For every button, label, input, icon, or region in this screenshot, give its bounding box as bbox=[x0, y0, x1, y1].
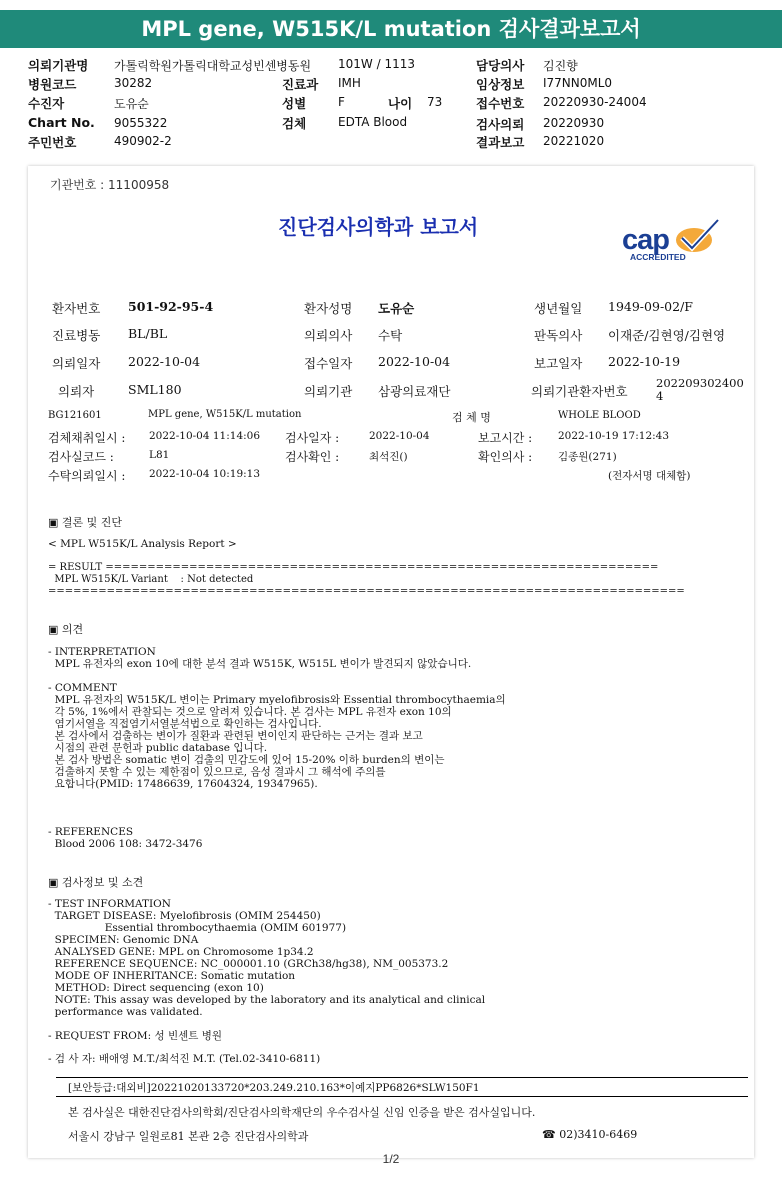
footer-divider bbox=[56, 1077, 748, 1078]
cap-accredited-logo bbox=[622, 218, 722, 266]
text-line: - COMMENT bbox=[48, 682, 117, 694]
text-line: - REFERENCES bbox=[48, 826, 134, 838]
report-time: 2022-10-19 17:12:43 bbox=[558, 430, 670, 442]
interpretation-block bbox=[48, 646, 471, 670]
section-info-heading: ▣ 검사정보 및 소견 bbox=[48, 876, 144, 889]
patient-label: 판독의사 bbox=[534, 328, 583, 343]
requesting-doctor: 수탁 bbox=[378, 328, 403, 343]
reading-doctors: 이재준/김현영/김현영 bbox=[608, 328, 726, 343]
lab-phone: ☎ 02)3410-6469 bbox=[542, 1128, 638, 1141]
test-name: MPL gene, W515K/L mutation bbox=[148, 409, 302, 420]
analysis-report-title: < MPL W515K/L Analysis Report > bbox=[48, 538, 237, 550]
text-line: Blood 2006 108: 3472-3476 bbox=[48, 838, 203, 850]
text-line: TARGET DISEASE: Myelofibrosis (OMIM 254450) bbox=[48, 910, 321, 922]
text-line: MPL 유전자의 W515K/L 변이는 Primary myelofibrosis와 Essential thrombocythaemia의 bbox=[48, 694, 506, 706]
header-value: 9055322 bbox=[114, 116, 168, 130]
text-line: 요합니다(PMID: 17486639, 17604324, 19347965). bbox=[48, 778, 318, 790]
patient-name: 도유순 bbox=[378, 301, 415, 316]
report-main-title: 진단검사의학과 보고서 bbox=[278, 215, 479, 239]
header-value: 101W / 1113 bbox=[338, 57, 415, 71]
certification-note: 본 검사실은 대한진단검사의학회/진단검사의학재단의 우수검사실 신임 인증을 받은 검사실입니다. bbox=[68, 1106, 536, 1119]
test-date-label: 검사일자 : bbox=[285, 431, 340, 445]
patient-label: 의뢰의사 bbox=[304, 328, 353, 343]
institution-patient-number: 202209302400 bbox=[656, 376, 744, 390]
header-label: 담당의사 bbox=[476, 58, 525, 73]
security-line: [보안등급:대외비]20221020133720*203.249.210.163*이예지PP6826*SLW150F1 bbox=[68, 1082, 480, 1094]
patient-label: 진료병동 bbox=[52, 328, 101, 343]
header-label: 진료과 bbox=[282, 77, 319, 92]
cap-check-icon bbox=[674, 218, 720, 254]
report-title: MPL gene, W515K/L mutation 검사결과보고서 bbox=[141, 17, 641, 41]
esign-note: (전자서명 대체함) bbox=[608, 470, 691, 482]
patient-label: 환자번호 bbox=[52, 301, 101, 316]
collect-datetime: 2022-10-04 11:14:06 bbox=[149, 430, 261, 442]
header-label: 임상정보 bbox=[476, 77, 525, 92]
institution-number: 기관번호 : 11100958 bbox=[50, 178, 170, 192]
header-label: 성별 bbox=[282, 96, 307, 111]
requester: SML180 bbox=[128, 382, 182, 397]
request-date: 2022-10-04 bbox=[128, 354, 201, 369]
text-line: - INTERPRETATION bbox=[48, 646, 156, 658]
header-label: 접수번호 bbox=[476, 96, 525, 111]
text-line: MPL 유전자의 exon 10에 대한 분석 결과 W515K, W515L 변이가 발견되지 않았습니다. bbox=[48, 658, 472, 670]
patient-label: 환자성명 bbox=[304, 301, 353, 316]
confirmer: 최석진() bbox=[369, 451, 408, 463]
header-value: IMH bbox=[338, 76, 361, 90]
header-value: F bbox=[338, 95, 345, 109]
header-label: 수진자 bbox=[28, 96, 65, 111]
text-line: 본 검사 방법은 somatic 변이 검출의 민감도에 있어 15-20% 이하 burden의 변이는 bbox=[48, 754, 445, 766]
header-value: EDTA Blood bbox=[338, 115, 408, 129]
patient-birth: 1949-09-02/F bbox=[608, 299, 693, 314]
references-block bbox=[48, 826, 202, 850]
header-value: 20220930 bbox=[543, 116, 605, 130]
result-divider: ============================================================================ bbox=[48, 586, 685, 597]
patient-label: 의뢰자 bbox=[58, 384, 95, 399]
header-value: I77NN0ML0 bbox=[543, 76, 613, 90]
report-time-label: 보고시간 : bbox=[478, 431, 533, 445]
header-label: Chart No. bbox=[28, 115, 95, 130]
header-value: 30282 bbox=[114, 76, 153, 90]
patient-label: 보고일자 bbox=[534, 356, 583, 371]
institution-patient-number-cont: 4 bbox=[656, 389, 664, 403]
comment-block bbox=[48, 682, 506, 790]
text-line: REFERENCE SEQUENCE: NC_000001.10 (GRCh38/hg38), NM_005373.2 bbox=[48, 958, 449, 970]
text-line: - TEST INFORMATION bbox=[48, 898, 171, 910]
text-line: 각 5%, 1%에서 관찰되는 것으로 알려져 있습니다. 본 검사는 MPL 유전자 exon 10의 bbox=[48, 706, 452, 718]
text-line: NOTE: This assay was developed by the laboratory and its analytical and clinical bbox=[48, 994, 486, 1006]
confirm-label: 검사확인 : bbox=[285, 450, 340, 464]
specimen-label: 검 체 명 bbox=[452, 411, 491, 424]
header-value: 김진향 bbox=[543, 59, 578, 73]
header-value: 490902-2 bbox=[114, 134, 172, 148]
text-line: ANALYSED GENE: MPL on Chromosome 1p34.2 bbox=[48, 946, 314, 958]
specimen-value: WHOLE BLOOD bbox=[558, 410, 641, 421]
confirm-doctor-label: 확인의사 : bbox=[478, 450, 533, 464]
cap-logo-text: cap bbox=[622, 224, 669, 256]
result-divider: = RESULT ================================================================== bbox=[48, 562, 659, 573]
text-line: Essential thrombocythaemia (OMIM 601977) bbox=[48, 922, 347, 934]
confirm-doctor: 김종원(271) bbox=[558, 451, 617, 463]
text-line: performance was validated. bbox=[48, 1006, 203, 1018]
request-from: - REQUEST FROM: 성 빈센트 병원 bbox=[48, 1030, 223, 1042]
test-date: 2022-10-04 bbox=[369, 430, 430, 442]
result-block bbox=[48, 562, 685, 598]
page-indicator: 1/2 bbox=[382, 1152, 400, 1166]
patient-label: 의뢰기관환자번호 bbox=[531, 384, 628, 399]
section-opinion-heading: ▣ 의견 bbox=[48, 623, 84, 636]
header-value: 도유순 bbox=[114, 97, 149, 111]
patient-label: 의뢰일자 bbox=[52, 356, 101, 371]
text-line: 본 검사에서 검출하는 변이가 질환과 관련된 변이인지 판단하는 근거는 결과 보고 bbox=[48, 730, 423, 742]
header-value: 20220930-24004 bbox=[543, 95, 647, 109]
patient-number: 501-92-95-4 bbox=[128, 299, 214, 314]
lab-address: 서울시 강남구 일원로81 본관 2층 진단검사의학과 bbox=[68, 1130, 309, 1143]
footer-divider bbox=[56, 1096, 748, 1097]
text-line: METHOD: Direct sequencing (exon 10) bbox=[48, 982, 264, 994]
test-information-block bbox=[48, 898, 485, 1018]
text-line: 검출하지 못할 수 있는 제한점이 있으므로, 음성 결과시 그 해석에 주의를 bbox=[48, 766, 386, 778]
report-title-bar bbox=[0, 10, 782, 48]
section-result-heading: ▣ 결론 및 진단 bbox=[48, 516, 123, 529]
text-line: MODE OF INHERITANCE: Somatic mutation bbox=[48, 970, 296, 982]
age-label: 나이 bbox=[388, 96, 413, 111]
header-label: 검사의뢰 bbox=[476, 117, 525, 132]
header-value: 가톨릭학원가톨릭대학교성빈센병동원 bbox=[114, 59, 312, 73]
header-label: 주민번호 bbox=[28, 135, 77, 150]
patient-label: 생년월일 bbox=[534, 301, 583, 316]
patient-label: 의뢰기관 bbox=[304, 384, 353, 399]
header-label: 검체 bbox=[282, 116, 307, 131]
text-line: SPECIMEN: Genomic DNA bbox=[48, 934, 199, 946]
receipt-date: 2022-10-04 bbox=[378, 354, 451, 369]
report-page bbox=[28, 166, 754, 1158]
lab-code: L81 bbox=[149, 449, 170, 461]
requesting-institution: 삼광의료재단 bbox=[378, 384, 451, 399]
header-label: 결과보고 bbox=[476, 135, 525, 150]
patient-label: 접수일자 bbox=[304, 356, 353, 371]
report-date: 2022-10-19 bbox=[608, 354, 681, 369]
tester-info: - 검 사 자: 배애영 M.T./최석진 M.T. (Tel.02-3410-6811) bbox=[48, 1053, 321, 1065]
lab-code-label: 검사실코드 : bbox=[48, 450, 114, 464]
header-label: 의뢰기관명 bbox=[28, 58, 89, 73]
age-value: 73 bbox=[427, 95, 443, 109]
header-value: 20221020 bbox=[543, 134, 605, 148]
patient-ward: BL/BL bbox=[128, 326, 168, 341]
test-code: BG121601 bbox=[48, 410, 102, 421]
text-line: 염기서열을 직접염기서열분석법으로 확인하는 검사입니다. bbox=[48, 718, 322, 730]
header-label: 병원코드 bbox=[28, 77, 77, 92]
cap-accredited-text: ACCREDITED bbox=[630, 252, 686, 262]
text-line: 시점의 관련 문헌과 public database 입니다. bbox=[48, 742, 268, 754]
request-datetime: 2022-10-04 10:19:13 bbox=[149, 468, 261, 480]
result-variant: MPL W515K/L Variant : Not detected bbox=[48, 574, 254, 585]
request-datetime-label: 수탁의뢰일시 : bbox=[48, 469, 126, 483]
collect-label: 검체채취일시 : bbox=[48, 431, 126, 445]
